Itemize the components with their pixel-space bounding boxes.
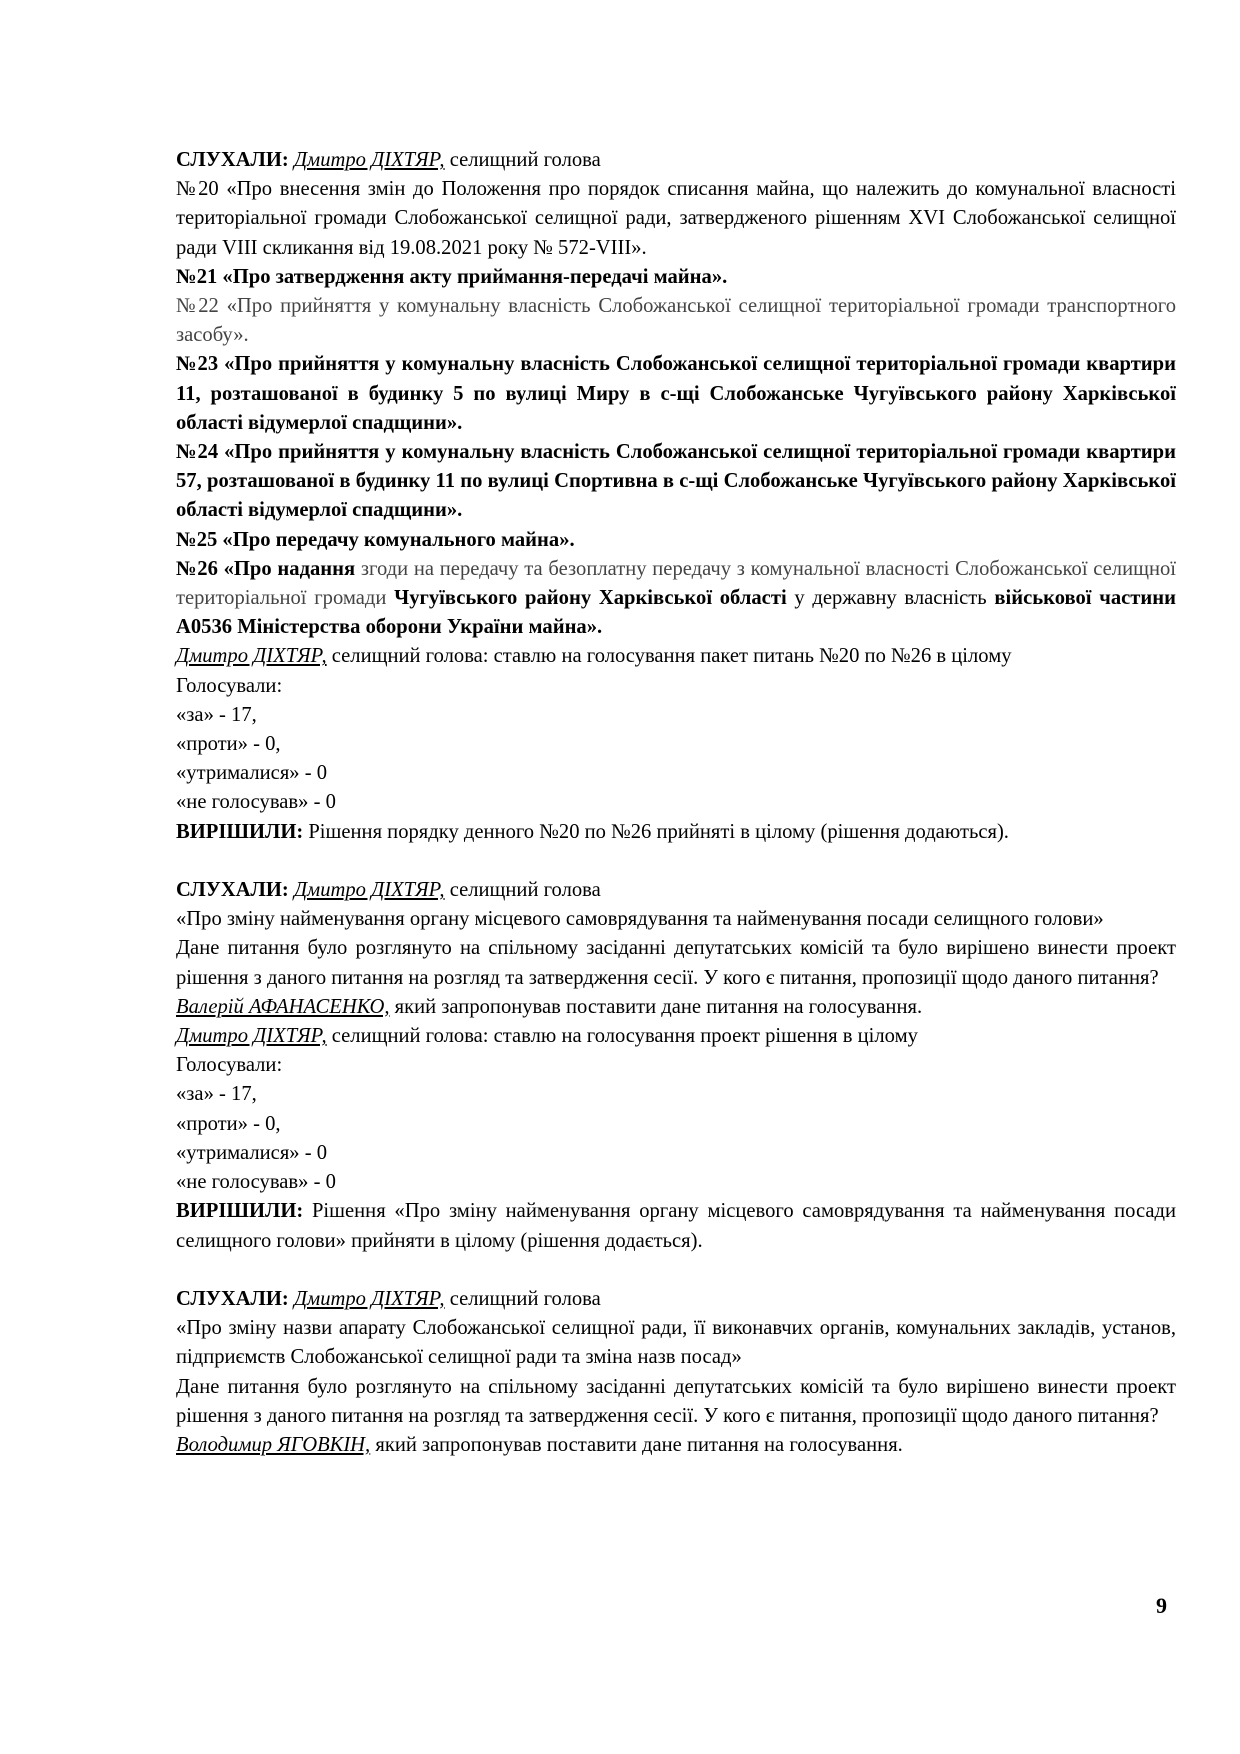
speaker-name: Дмитро ДІХТЯР, xyxy=(176,645,327,668)
proposal xyxy=(176,993,1176,1022)
spacer xyxy=(176,1256,1176,1285)
speaker-name: Дмитро ДІХТЯР, xyxy=(176,1025,327,1048)
discussion: Дане питання було розглянуто на спільному засіданні депутатських комісій та було вирішено винести проект рішення з даного питання на розгляд та затвердження сесії. У кого є питання, пропозиції щодо даного питання? xyxy=(176,937,1176,989)
document-body xyxy=(176,146,1176,1460)
item26-part: військової частини А0536 Міністерства оборони України майна». xyxy=(176,587,1176,639)
discussion: Дане питання було розглянуто на спільному засіданні депутатських комісій та було вирішено винести проект рішення з даного питання на розгляд та затвердження сесії. У кого є питання, пропозиції щодо даного питання? xyxy=(176,1375,1176,1427)
agenda-item-21: №21 «Про затвердження акту приймання-передачі майна». xyxy=(176,265,728,288)
speaker-role: селищний голова xyxy=(449,149,601,171)
decided-label: ВИРІШИЛИ: xyxy=(176,820,304,843)
heard-line xyxy=(176,876,1176,905)
voted-label: Голосували: xyxy=(176,1054,283,1077)
item26-part: у державну власність xyxy=(786,587,995,610)
vote-novote: «не голосував» - 0 xyxy=(176,1171,336,1194)
proposal-text: який запропонував поставити дане питання на голосування. xyxy=(370,1433,903,1456)
heard-label: СЛУХАЛИ: xyxy=(176,1287,289,1310)
vote-abstain: «утрималися» - 0 xyxy=(176,1141,328,1164)
decision xyxy=(176,818,1176,847)
vote-call xyxy=(176,1022,1176,1051)
agenda-item-23: №23 «Про прийняття у комунальну власність Слобожанської селищної територіальної громади квартири 11, розташованої в будинку 5 по вулиці Миру в с-щі Слобожанське Чугуївського району Харківської області відумерлої спадщини». xyxy=(176,353,1176,434)
speaker-name: Дмитро ДІХТЯР, xyxy=(293,1287,445,1310)
heard-label: СЛУХАЛИ: xyxy=(176,149,289,171)
vote-novote: «не голосував» - 0 xyxy=(176,791,336,814)
vote-against: «проти» - 0, xyxy=(176,733,281,756)
proposal-text: який запропонував поставити дане питання на голосування. xyxy=(389,995,923,1018)
spacer xyxy=(176,847,1176,876)
vote-against: «проти» - 0, xyxy=(176,1112,281,1135)
vote-call-text: селищний голова: ставлю на голосування проект рішення в цілому xyxy=(326,1025,918,1048)
speaker-role: селищний голова xyxy=(449,1287,601,1310)
voted-label: Голосували: xyxy=(176,674,283,697)
item26-part: №26 «Про надання xyxy=(176,557,356,580)
decision-text: Рішення «Про зміну найменування органу місцевого самоврядування та найменування посади селищного голови» прийняти в цілому (рішення додається). xyxy=(176,1200,1176,1252)
proposer-name: Валерій АФАНАСЕНКО, xyxy=(176,995,390,1018)
speaker-role: селищний голова xyxy=(449,879,601,902)
agenda-item-24: №24 «Про прийняття у комунальну власність Слобожанської селищної територіальної громади квартири 57, розташованої в будинку 11 по вулиці Спортивна в с-щі Слобожанське Чугуївського району Харківської області відумерлої спадщини». xyxy=(176,441,1176,522)
item26-part: згоди на передачу та безоплатну передачу з комунальної власності Слобожанської селищної територіальної громади xyxy=(176,557,1176,610)
heard-line xyxy=(176,1285,1176,1314)
topic: «Про зміну назви апарату Слобожанської селищної ради, її виконавчих органів, комунальних закладів, установ, підприємств Слобожанської селищної ради та зміна назв посад» xyxy=(176,1317,1176,1369)
speaker-name: Дмитро ДІХТЯР, xyxy=(293,149,445,171)
vote-call xyxy=(176,642,1176,671)
agenda-item-22: №22 «Про прийняття у комунальну власність Слобожанської селищної територіальної громади транспортного засобу». xyxy=(176,295,1176,347)
vote-for: «за» - 17, xyxy=(176,1083,257,1106)
heard-line xyxy=(176,146,1176,175)
heard-label: СЛУХАЛИ: xyxy=(176,879,289,902)
decision xyxy=(176,1197,1176,1255)
agenda-item-26 xyxy=(176,555,1176,643)
agenda-item-20: №20 «Про внесення змін до Положення про порядок списання майна, що належить до комунальної власності територіальної громади Слобожанської селищної ради, затвердженого рішенням XVI Слобожанської селищної ради VIII скликання від 19.08.2021 року № 572-VIII». xyxy=(176,178,1176,259)
proposal xyxy=(176,1431,1176,1460)
speaker-name: Дмитро ДІХТЯР, xyxy=(293,879,445,902)
vote-for: «за» - 17, xyxy=(176,703,257,726)
vote-abstain: «утрималися» - 0 xyxy=(176,762,328,785)
item26-part: Чугуївського району Харківської області xyxy=(394,587,787,610)
vote-call-text: селищний голова: ставлю на голосування пакет питань №20 по №26 в цілому xyxy=(326,645,1012,668)
page-number: 9 xyxy=(1156,1593,1167,1618)
proposer-name: Володимир ЯГОВКІН, xyxy=(176,1433,371,1456)
topic: «Про зміну найменування органу місцевого самоврядування та найменування посади селищного голови» xyxy=(176,908,1104,931)
decided-label: ВИРІШИЛИ: xyxy=(176,1200,304,1223)
agenda-item-25: №25 «Про передачу комунального майна». xyxy=(176,528,575,551)
decision-text: Рішення порядку денного №20 по №26 прийняті в цілому (рішення додаються). xyxy=(303,820,1009,843)
